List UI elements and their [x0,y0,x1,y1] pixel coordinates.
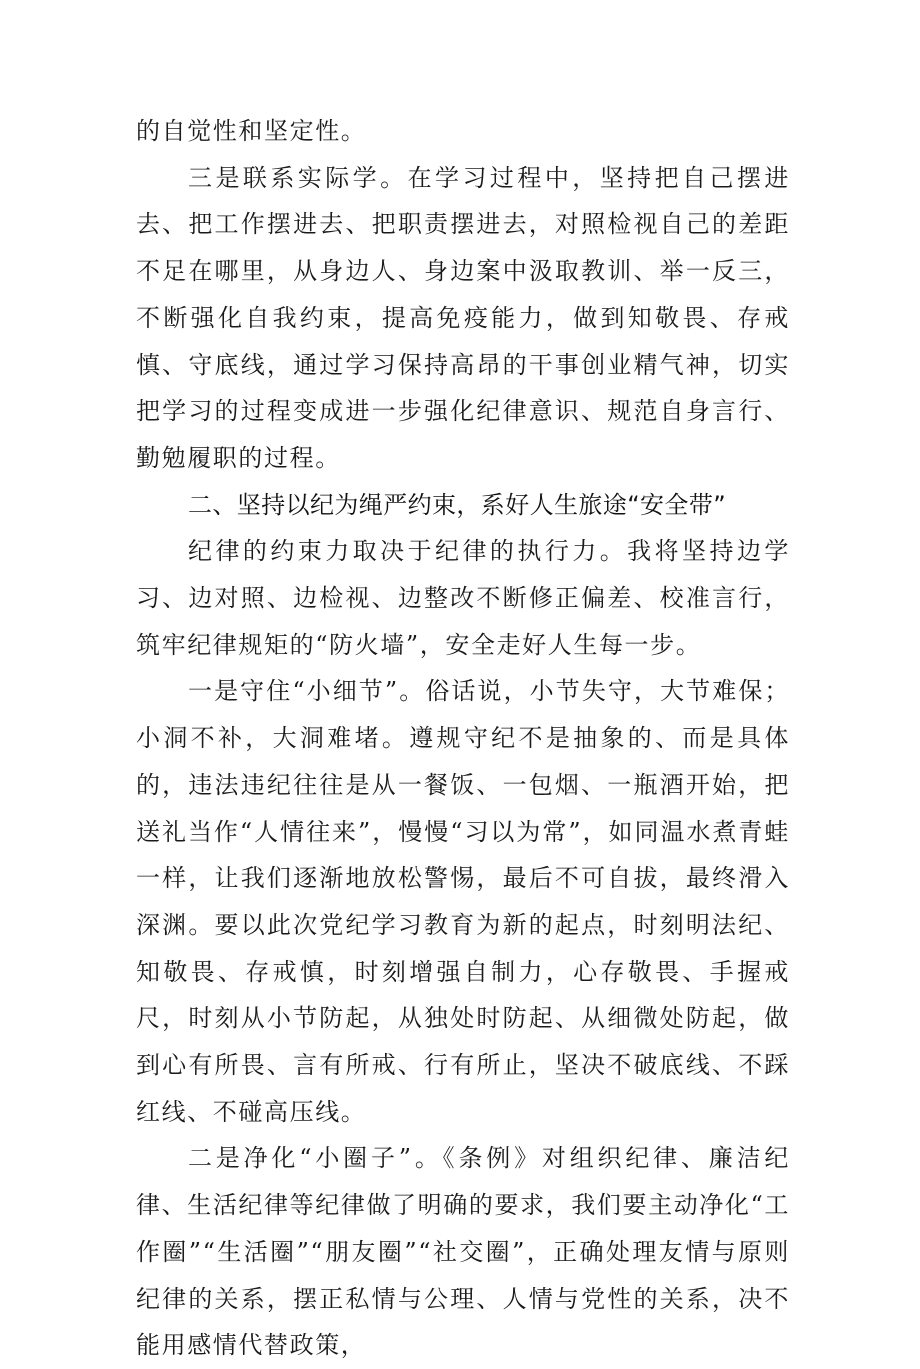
section-heading: 二、坚持以纪为绳严约束，系好人生旅途“安全带” [188,490,727,519]
paragraph-small-circles: 二是净化“小圈子”。《条例》对组织纪律、廉洁纪律、生活纪律等纪律做了明确的要求，我们要主动净化“工作圈”“生活圈”“朋友圈”“社交圈”，正确处理友情与原则纪律的关系，摆正私情与公理、人情与党性的关系，决不能用感情代替政策， [136,1144,790,1360]
paragraph-practice-study: 三是联系实际学。在学习过程中，坚持把自己摆进去、把工作摆进去、把职责摆进去，对照检视自己的差距不足在哪里，从身边人、身边案中汲取教训、举一反三，不断强化自我约束，提高免疫能力，做到知敬畏、存戒慎、守底线，通过学习保持高昂的干事创业精气神，切实把学习的过程变成进一步强化纪律意识、规范自身言行、勤勉履职的过程。 [136,163,790,472]
document-body [136,108,790,1369]
paragraph-discipline-execution: 纪律的约束力取决于纪律的执行力。我将坚持边学习、边对照、边检视、边整改不断修正偏差、校准言行，筑牢纪律规矩的“防火墙”，安全走好人生每一步。 [136,537,790,659]
paragraph-small-details: 一是守住“小细节”。俗话说，小节失守，大节难保；小洞不补，大洞难堵。遵规守纪不是抽象的、而是具体的，违法违纪往往是从一餐饭、一包烟、一瓶酒开始，把送礼当作“人情往来”，慢慢“习以为常”，如同温水煮青蛙一样，让我们逐渐地放松警惕，最后不可自拔，最终滑入深渊。要以此次党纪学习教育为新的起点，时刻明法纪、知敬畏、存戒慎，时刻增强自制力，心存敬畏、手握戒尺，时刻从小节防起，从独处时防起、从细微处防起，做到心有所畏、言有所戒、行有所止，坚决不破底线、不踩红线、不碰高压线。 [136,677,790,1126]
paragraph-continuation: 的自觉性和坚定性。 [136,117,367,145]
